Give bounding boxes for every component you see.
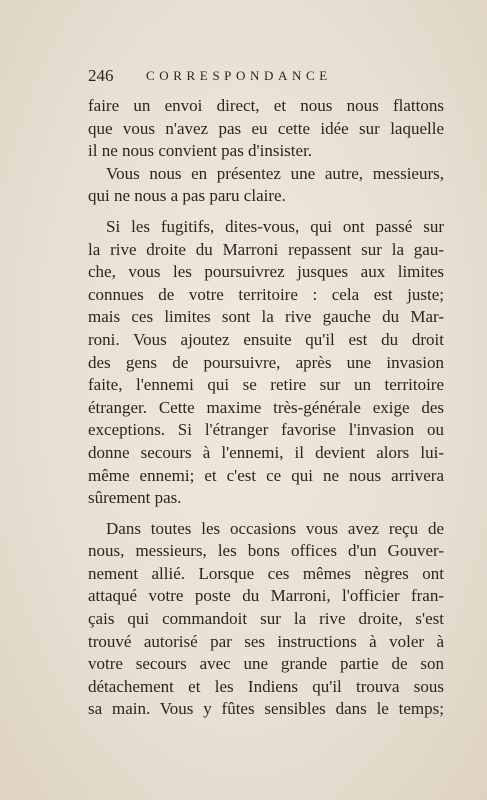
text-line: détachement et les Indiens qu'il trouva sous: [88, 676, 444, 696]
page-header: [88, 66, 448, 88]
paragraph: [88, 518, 444, 721]
paragraph: [88, 216, 444, 510]
text-line: nous, messieurs, les bons offices d'un Gouver-: [88, 541, 444, 561]
text-line: Dans toutes les occasions vous avez reçu de: [106, 518, 444, 538]
text-line: sa main. Vous y fûtes sensibles dans le temps;: [88, 699, 444, 719]
running-head: CORRESPONDANCE: [146, 68, 332, 83]
text-line: attaqué votre poste du Marroni, l'officier fran-: [88, 586, 444, 606]
text-line: la rive droite du Marroni repassent sur la gau-: [88, 239, 444, 259]
text-line: faite, l'ennemi qui se retire sur un territoire: [88, 375, 444, 395]
text-line: Si les fugitifs, dites-vous, qui ont passé sur: [106, 216, 444, 236]
text-line: même ennemi; et c'est ce qui ne nous arrivera: [88, 465, 444, 485]
text-line: Vous nous en présentez une autre, messieurs,: [106, 163, 444, 183]
body-text: [88, 95, 444, 721]
paragraph: [88, 163, 444, 208]
text-line: qui ne nous a pas paru claire.: [88, 186, 286, 206]
text-line: che, vous les poursuivrez jusques aux limites: [88, 262, 444, 282]
text-line: votre secours avec une grande partie de son: [88, 654, 444, 674]
text-line: roni. Vous ajoutez ensuite qu'il est du droit: [88, 329, 444, 349]
text-line: des gens de poursuivre, après une invasion: [88, 352, 444, 372]
paragraph: [88, 95, 444, 163]
text-line: donne secours à l'ennemi, il devient alors lui-: [88, 442, 444, 462]
text-line: çais qui commandoit sur la rive droite, s'est: [88, 609, 444, 629]
text-line: exceptions. Si l'étranger favorise l'invasion ou: [88, 420, 444, 440]
text-line: sûrement pas.: [88, 488, 182, 508]
text-line: connues de votre territoire : cela est juste;: [88, 284, 444, 304]
text-line: étranger. Cette maxime très-générale exige des: [88, 397, 444, 417]
page-number: 246: [88, 66, 114, 85]
text-line: mais ces limites sont la rive gauche du Mar-: [88, 307, 444, 327]
text-line: il ne nous convient pas d'insister.: [88, 141, 313, 161]
text-line: trouvé autorisé par ses instructions à voler à: [88, 631, 444, 651]
text-line: faire un envoi direct, et nous nous flattons: [88, 96, 444, 115]
text-line: nement allié. Lorsque ces mêmes nègres ont: [88, 563, 444, 583]
text-line: que vous n'avez pas eu cette idée sur laquelle: [88, 118, 444, 138]
